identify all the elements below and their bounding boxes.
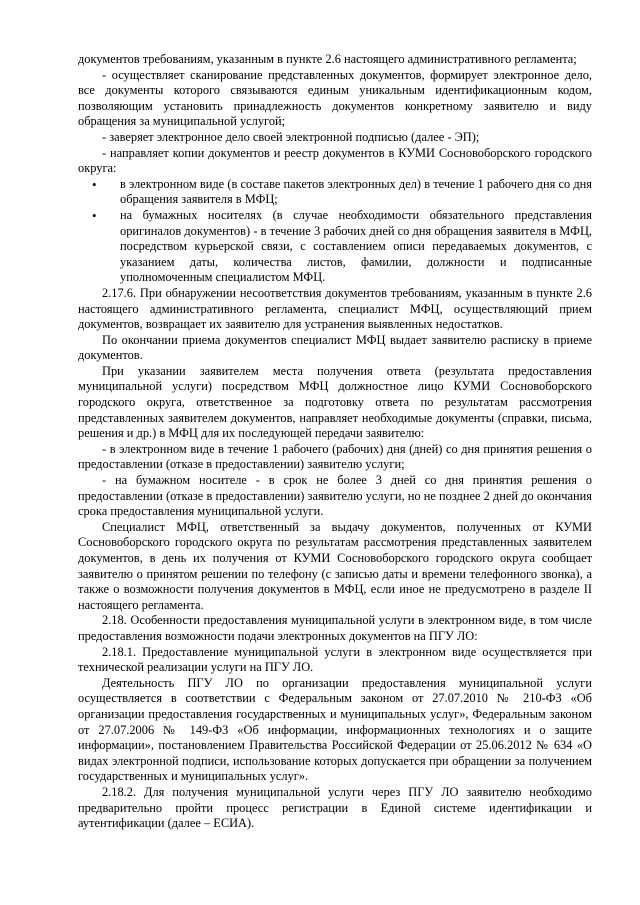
paragraph: - осуществляет сканирование представленных документов, формирует электронное дело, все документы которого связываются единым уникальным идентификационным кодом, позволяющим установить принадлежность документов конкретному заявителю и виду обращения за муниципальной услугой; bbox=[78, 67, 592, 129]
paragraph: - заверяет электронное дело своей электронной подписью (далее - ЭП); bbox=[102, 129, 480, 144]
bullet-item: • на бумажных носителях (в случае необходимости обязательного представления оригиналов документов) - в течение 3 рабочих дней со дня обращения заявителя в МФЦ, посредством курьерской связи, с составлением описи передаваемых документов, с указанием даты, количества листов, фамилии, должности и подписанные уполномоченным специалистом МФЦ. bbox=[78, 208, 592, 286]
paragraph: Деятельность ПГУ ЛО по организации предоставления муниципальной услуги осуществляется в соответствии с Федеральным законом от 27.07.2010 № 210-ФЗ «Об организации предоставления государственных и муниципальных услуг», Федеральным законом от 27.07.2006 № 149-ФЗ «Об информации, информационных технологиях и о защите информации», постановлением Правительства Российской Федерации от 25.06.2012 № 634 «О видах электронной подписи, использование которых допускается при обращении за получением государственных и муниципальных услуг». bbox=[78, 675, 592, 784]
paragraph: - направляет копии документов и реестр документов в КУМИ Сосновоборского городского округа: bbox=[78, 145, 592, 176]
paragraph: Специалист МФЦ, ответственный за выдачу документов, полученных от КУМИ Сосновоборского городского округа по результатам рассмотрения представленных заявителем документов, в день их получения от КУМИ Сосновоборского городского округа сообщает заявителю о принятом решении по телефону (с записью даты и времени телефонного звонка), а также о возможности получения документов в МФЦ, если иное не предусмотрено в разделе II настоящего регламента. bbox=[78, 519, 592, 612]
paragraph: - на бумажном носителе - в срок не более 3 дней со дня принятия решения о предоставлении (отказе в предоставлении) заявителю услуги, но не позднее 2 дней до окончания срока предоставления муниципальной услуги. bbox=[78, 473, 592, 519]
paragraph: - в электронном виде в течение 1 рабочего (рабочих) дня (дней) со дня принятия решения о предоставлении (отказе в предоставлении) заявителю услуги; bbox=[78, 441, 592, 472]
bullet-list bbox=[78, 177, 592, 286]
paragraph: документов требованиям, указанным в пункте 2.6 настоящего административного регламента; bbox=[78, 52, 577, 66]
document-page bbox=[78, 52, 592, 832]
paragraph: 2.17.6. При обнаружении несоответствия документов требованиям, указанным в пункте 2.6 настоящего административного регламента, специалист МФЦ, осуществляющий прием документов, возвращает их заявителю для устранения выявленных недостатков. bbox=[78, 285, 592, 332]
bullet-item: • в электронном виде (в составе пакетов электронных дел) в течение 1 рабочего дня со дня обращения заявителя в МФЦ; bbox=[78, 177, 592, 208]
paragraph: 2.18.1. Предоставление муниципальной услуги в электронном виде осуществляется при технической реализации услуги на ПГУ ЛО. bbox=[78, 644, 592, 675]
paragraph: По окончании приема документов специалист МФЦ выдает заявителю расписку в приеме документов. bbox=[78, 332, 592, 363]
paragraph: 2.18. Особенности предоставления муниципальной услуги в электронном виде, в том числе предоставления возможности подачи электронных документов на ПГУ ЛО: bbox=[78, 613, 592, 643]
paragraph: При указании заявителем места получения ответа (результата предоставления муниципальной услуги) посредством МФЦ должностное лицо КУМИ Сосновоборского городского округа, ответственное за подготовку ответа по результатам рассмотрения представленных заявителем документов, направляет необходимые документы (справки, письма, решения и др.) в МФЦ для их последующей передачи заявителю: bbox=[78, 363, 592, 441]
paragraph: 2.18.2. Для получения муниципальной услуги через ПГУ ЛО заявителю необходимо предварительно пройти процесс регистрации в Единой системе идентификации и аутентификации (далее – ЕСИА). bbox=[78, 784, 592, 831]
